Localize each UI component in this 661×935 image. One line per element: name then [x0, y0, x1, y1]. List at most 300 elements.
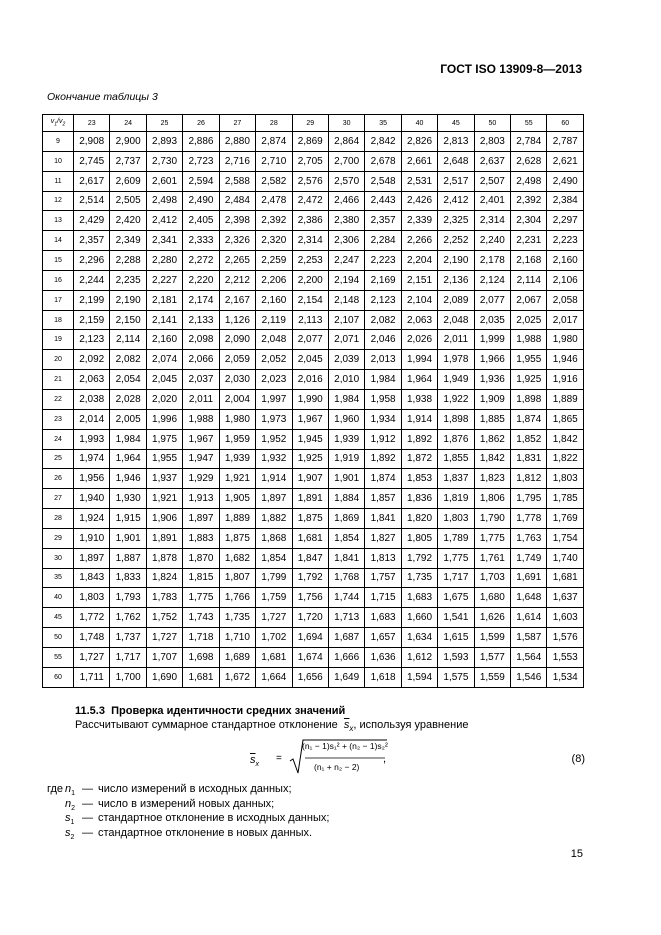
table-cell: 1,945: [292, 429, 328, 449]
table-cell: 2,601: [146, 171, 182, 191]
table-cell: 1,759: [256, 588, 292, 608]
table-cell: 2,017: [547, 310, 584, 330]
table-cell: 2,013: [365, 350, 401, 370]
table-cell: 2,576: [292, 171, 328, 191]
row-header-cell: 23: [43, 409, 74, 429]
table-cell: 2,038: [74, 389, 110, 409]
table-cell: 1,593: [438, 647, 474, 667]
table-cell: 1,681: [183, 667, 219, 687]
table-cell: 2,678: [365, 151, 401, 171]
table-row: [43, 389, 584, 409]
section-heading: 11.5.3 Проверка идентичности средних значений: [75, 705, 346, 717]
table-cell: 2,259: [256, 251, 292, 271]
table-cell: 1,878: [146, 548, 182, 568]
row-header-cell: 13: [43, 211, 74, 231]
table-cell: 2,386: [292, 211, 328, 231]
table-cell: 2,252: [438, 231, 474, 251]
table-cell: 2,124: [474, 270, 510, 290]
table-cell: 2,893: [146, 132, 182, 152]
table-cell: 2,178: [474, 251, 510, 271]
table-cell: 1,807: [219, 568, 255, 588]
table-cell: 1,618: [365, 667, 401, 687]
table-cell: 1,837: [438, 469, 474, 489]
table-cell: 2,240: [474, 231, 510, 251]
table-cell: 1,964: [110, 449, 146, 469]
table-cell: 2,011: [183, 389, 219, 409]
table-cell: 2,280: [146, 251, 182, 271]
table-cell: 2,014: [74, 409, 110, 429]
row-header-cell: 27: [43, 489, 74, 509]
table-cell: 2,016: [292, 370, 328, 390]
table-cell: 2,304: [511, 211, 547, 231]
table-cell: 2,227: [146, 270, 182, 290]
table-cell: 1,855: [438, 449, 474, 469]
table-cell: 1,803: [547, 469, 584, 489]
table-cell: 1,916: [547, 370, 584, 390]
table-cell: 1,687: [328, 628, 364, 648]
table-cell: 1,919: [328, 449, 364, 469]
table-cell: 1,594: [401, 667, 437, 687]
table-cell: 1,727: [74, 647, 110, 667]
table-cell: 1,577: [474, 647, 510, 667]
table-cell: 2,048: [438, 310, 474, 330]
table-cell: 1,812: [511, 469, 547, 489]
table-cell: 2,628: [511, 151, 547, 171]
table-cell: 1,967: [183, 429, 219, 449]
table-cell: 2,784: [511, 132, 547, 152]
table-cell: 1,710: [219, 628, 255, 648]
table-cell: 2,490: [183, 191, 219, 211]
table-cell: 2,498: [146, 191, 182, 211]
table-row: [43, 270, 584, 290]
table-cell: 1,534: [547, 667, 584, 687]
table-cell: 2,594: [183, 171, 219, 191]
table-cell: 2,588: [219, 171, 255, 191]
table-cell: 1,984: [365, 370, 401, 390]
section-intro-paragraph: Рассчитывают суммарное стандартное отклонение $\overline{s}_x$, используя уравнение: [75, 719, 469, 734]
table-cell: 1,720: [292, 608, 328, 628]
table-cell: 1,756: [292, 588, 328, 608]
table-cell: 1,775: [474, 528, 510, 548]
table-cell: 2,054: [110, 370, 146, 390]
table-cell: 2,803: [474, 132, 510, 152]
table-cell: 1,715: [365, 588, 401, 608]
table-cell: 2,443: [365, 191, 401, 211]
table-row: [43, 528, 584, 548]
table-cell: 1,914: [256, 469, 292, 489]
table-cell: 1,876: [438, 429, 474, 449]
table-cell: 2,472: [292, 191, 328, 211]
table-cell: 1,820: [401, 509, 437, 529]
table-cell: 2,478: [256, 191, 292, 211]
column-header-30: 30: [328, 115, 364, 132]
table-cell: 1,990: [292, 389, 328, 409]
table-cell: 2,200: [292, 270, 328, 290]
table-cell: 2,908: [74, 132, 110, 152]
table-row: [43, 171, 584, 191]
table-cell: 1,763: [511, 528, 547, 548]
table-cell: 1,626: [474, 608, 510, 628]
table-cell: 1,761: [474, 548, 510, 568]
table-cell: 1,775: [183, 588, 219, 608]
table-cell: 1,865: [547, 409, 584, 429]
table-cell: 1,126: [219, 310, 255, 330]
table-cell: 1,958: [365, 389, 401, 409]
table-cell: 1,975: [146, 429, 182, 449]
table-cell: 2,169: [365, 270, 401, 290]
column-header-60: 60: [547, 115, 584, 132]
table-cell: 1,841: [365, 509, 401, 529]
table-cell: 1,700: [110, 667, 146, 687]
table-cell: 1,694: [292, 628, 328, 648]
table-cell: 1,813: [365, 548, 401, 568]
table-cell: 2,405: [183, 211, 219, 231]
table-cell: 2,272: [183, 251, 219, 271]
table-cell: 2,133: [183, 310, 219, 330]
table-cell: 2,020: [146, 389, 182, 409]
table-cell: 2,098: [183, 330, 219, 350]
table-cell: 1,898: [511, 389, 547, 409]
table-cell: 1,854: [328, 528, 364, 548]
row-header-cell: 18: [43, 310, 74, 330]
table-cell: 1,754: [547, 528, 584, 548]
table-cell: 2,349: [110, 231, 146, 251]
table-cell: 2,266: [401, 231, 437, 251]
table-cell: 2,123: [74, 330, 110, 350]
table-row: [43, 548, 584, 568]
table-cell: 1,815: [183, 568, 219, 588]
table-cell: 1,735: [401, 568, 437, 588]
table-cell: 1,934: [365, 409, 401, 429]
row-header-cell: 60: [43, 667, 74, 687]
table-cell: 2,514: [74, 191, 110, 211]
equals-sign: =: [276, 753, 282, 764]
table-cell: 2,223: [547, 231, 584, 251]
equation-number: (8): [571, 753, 585, 765]
table-cell: 2,661: [401, 151, 437, 171]
table-cell: 1,727: [256, 608, 292, 628]
table-cell: 1,827: [365, 528, 401, 548]
table-cell: 1,768: [328, 568, 364, 588]
table-cell: 2,609: [110, 171, 146, 191]
table-cell: 1,553: [547, 647, 584, 667]
table-cell: 1,967: [292, 409, 328, 429]
column-header-45: 45: [438, 115, 474, 132]
table-row: [43, 132, 584, 152]
table-cell: 1,993: [74, 429, 110, 449]
table-cell: 2,035: [474, 310, 510, 330]
table-cell: 1,683: [401, 588, 437, 608]
table-cell: 2,059: [219, 350, 255, 370]
table-cell: 2,716: [219, 151, 255, 171]
table-cell: 1,766: [219, 588, 255, 608]
table-cell: 2,326: [219, 231, 255, 251]
table-cell: 2,168: [511, 251, 547, 271]
column-header-28: 28: [256, 115, 292, 132]
table-cell: 1,897: [183, 509, 219, 529]
table-cell: 1,680: [474, 588, 510, 608]
table-cell: 1,672: [219, 667, 255, 687]
table-cell: 1,681: [547, 568, 584, 588]
where-label: где: [47, 783, 64, 795]
table-cell: 1,960: [328, 409, 364, 429]
table-cell: 1,783: [146, 588, 182, 608]
table-row: [43, 350, 584, 370]
table-cell: 1,882: [256, 509, 292, 529]
table-cell: 2,223: [365, 251, 401, 271]
table-cell: 2,220: [183, 270, 219, 290]
table-cell: 1,691: [511, 568, 547, 588]
table-cell: 1,906: [146, 509, 182, 529]
table-cell: 2,113: [292, 310, 328, 330]
table-cell: 2,181: [146, 290, 182, 310]
table-cell: 2,092: [74, 350, 110, 370]
table-cell: 2,045: [146, 370, 182, 390]
row-header-cell: 45: [43, 608, 74, 628]
page-number: 15: [570, 848, 583, 860]
table-cell: 2,392: [511, 191, 547, 211]
table-cell: 1,988: [511, 330, 547, 350]
table-cell: 1,823: [474, 469, 510, 489]
table-cell: 1,946: [110, 469, 146, 489]
table-cell: 1,984: [110, 429, 146, 449]
table-cell: 2,284: [365, 231, 401, 251]
table-cell: 2,212: [219, 270, 255, 290]
table-cell: 1,925: [292, 449, 328, 469]
table-cell: 2,154: [292, 290, 328, 310]
table-cell: 1,939: [219, 449, 255, 469]
table-cell: 2,314: [474, 211, 510, 231]
table-cell: 2,505: [110, 191, 146, 211]
table-cell: 1,891: [292, 489, 328, 509]
table-cell: 1,833: [110, 568, 146, 588]
table-header-row: [43, 115, 584, 132]
table-cell: 1,901: [110, 528, 146, 548]
row-header-cell: 20: [43, 350, 74, 370]
table-cell: 1,853: [401, 469, 437, 489]
table-cell: 1,575: [438, 667, 474, 687]
table-cell: 1,664: [256, 667, 292, 687]
table-cell: 1,988: [183, 409, 219, 429]
table-cell: 2,621: [547, 151, 584, 171]
table-cell: 2,190: [110, 290, 146, 310]
column-header-55: 55: [511, 115, 547, 132]
row-header-cell: 12: [43, 191, 74, 211]
table-cell: 1,946: [547, 350, 584, 370]
table-cell: 2,813: [438, 132, 474, 152]
table-cell: 2,531: [401, 171, 437, 191]
table-row: [43, 231, 584, 251]
table-cell: 2,030: [219, 370, 255, 390]
table-cell: 2,570: [328, 171, 364, 191]
table-cell: 2,010: [328, 370, 364, 390]
table-cell: 2,206: [256, 270, 292, 290]
table-cell: 1,984: [328, 389, 364, 409]
table-cell: 2,723: [183, 151, 219, 171]
table-cell: 2,700: [328, 151, 364, 171]
table-cell: 2,123: [365, 290, 401, 310]
table-cell: 2,320: [256, 231, 292, 251]
table-cell: 2,048: [256, 330, 292, 350]
table-cell: 1,744: [328, 588, 364, 608]
table-cell: 1,909: [474, 389, 510, 409]
row-header-cell: 11: [43, 171, 74, 191]
table-cell: 1,541: [438, 608, 474, 628]
table-cell: 1,884: [328, 489, 364, 509]
table-cell: 2,247: [328, 251, 364, 271]
table-cell: 2,011: [438, 330, 474, 350]
column-header-25: 25: [146, 115, 182, 132]
table-cell: 1,929: [183, 469, 219, 489]
table-cell: 1,930: [110, 489, 146, 509]
table-cell: 1,737: [110, 628, 146, 648]
table-cell: 1,956: [74, 469, 110, 489]
table-cell: 1,803: [74, 588, 110, 608]
table-cell: 2,235: [110, 270, 146, 290]
table-cell: 1,922: [438, 389, 474, 409]
table-cell: 2,104: [401, 290, 437, 310]
table-cell: 2,864: [328, 132, 364, 152]
table-cell: 2,420: [110, 211, 146, 231]
table-row: [43, 489, 584, 509]
column-header-40: 40: [401, 115, 437, 132]
table-cell: 2,842: [365, 132, 401, 152]
table-cell: 1,775: [438, 548, 474, 568]
table-cell: 2,333: [183, 231, 219, 251]
table-cell: 1,819: [438, 489, 474, 509]
row-header-cell: 55: [43, 647, 74, 667]
table-cell: 1,870: [183, 548, 219, 568]
table-cell: 1,674: [292, 647, 328, 667]
table-cell: 1,892: [365, 449, 401, 469]
table-cell: 1,883: [183, 528, 219, 548]
table-row: [43, 588, 584, 608]
table-cell: 2,265: [219, 251, 255, 271]
row-header-cell: 17: [43, 290, 74, 310]
table-row: [43, 330, 584, 350]
table-cell: 2,106: [547, 270, 584, 290]
table-cell: 2,412: [146, 211, 182, 231]
table-cell: 1,978: [438, 350, 474, 370]
table-cell: 1,875: [292, 509, 328, 529]
table-cell: 2,548: [365, 171, 401, 191]
table-cell: 1,910: [74, 528, 110, 548]
table-cell: 2,190: [438, 251, 474, 271]
table-cell: 1,769: [547, 509, 584, 529]
column-header-23: 23: [74, 115, 110, 132]
table-row: [43, 469, 584, 489]
table-caption: Окончание таблицы 3: [47, 91, 158, 103]
critical-values-table: [42, 114, 584, 688]
table-cell: 2,151: [401, 270, 437, 290]
column-header-27: 27: [219, 115, 255, 132]
table-cell: 1,615: [438, 628, 474, 648]
table-cell: 1,974: [74, 449, 110, 469]
row-header-cell: 15: [43, 251, 74, 271]
table-cell: 1,913: [183, 489, 219, 509]
table-cell: 1,649: [328, 667, 364, 687]
table-cell: 2,341: [146, 231, 182, 251]
table-cell: 2,826: [401, 132, 437, 152]
table-row: [43, 151, 584, 171]
table-cell: 1,707: [146, 647, 182, 667]
fraction-denominator: (n₁ + n₂ − 2): [314, 762, 360, 772]
table-cell: 2,159: [74, 310, 110, 330]
table-cell: 1,634: [401, 628, 437, 648]
table-cell: 2,063: [74, 370, 110, 390]
table-cell: 1,947: [183, 449, 219, 469]
table-cell: 2,429: [74, 211, 110, 231]
table-cell: 1,843: [74, 568, 110, 588]
table-cell: 1,925: [511, 370, 547, 390]
table-cell: 1,689: [219, 647, 255, 667]
table-row: [43, 509, 584, 529]
table-cell: 1,698: [183, 647, 219, 667]
table-cell: 2,045: [292, 350, 328, 370]
table-cell: 2,874: [256, 132, 292, 152]
table-cell: 1,964: [401, 370, 437, 390]
table-row: [43, 191, 584, 211]
table-cell: 2,082: [365, 310, 401, 330]
table-cell: 1,656: [292, 667, 328, 687]
table-cell: 2,339: [401, 211, 437, 231]
column-header-50: 50: [474, 115, 510, 132]
table-cell: 2,484: [219, 191, 255, 211]
table-cell: 1,803: [438, 509, 474, 529]
row-header-cell: 35: [43, 568, 74, 588]
table-cell: 2,705: [292, 151, 328, 171]
table-cell: 2,517: [438, 171, 474, 191]
table-cell: 1,752: [146, 608, 182, 628]
table-cell: 1,690: [146, 667, 182, 687]
table-cell: 1,862: [474, 429, 510, 449]
table-cell: 1,874: [365, 469, 401, 489]
table-cell: 2,174: [183, 290, 219, 310]
table-cell: 1,936: [474, 370, 510, 390]
row-header-cell: 24: [43, 429, 74, 449]
row-header-cell: 25: [43, 449, 74, 469]
table-cell: 1,889: [547, 389, 584, 409]
column-header-29: 29: [292, 115, 328, 132]
table-cell: 1,955: [146, 449, 182, 469]
table-cell: 1,885: [474, 409, 510, 429]
table-cell: 1,576: [547, 628, 584, 648]
row-header-cell: 21: [43, 370, 74, 390]
table-cell: 2,710: [256, 151, 292, 171]
table-cell: 2,401: [474, 191, 510, 211]
table-cell: 1,842: [474, 449, 510, 469]
row-header-cell: 29: [43, 528, 74, 548]
table-row: [43, 290, 584, 310]
document-header: ГОСТ ISO 13909-8—2013: [440, 62, 582, 76]
row-header-cell: 14: [43, 231, 74, 251]
table-cell: 1,711: [74, 667, 110, 687]
table-cell: 1,999: [474, 330, 510, 350]
table-cell: 1,682: [219, 548, 255, 568]
table-cell: 1,897: [256, 489, 292, 509]
table-cell: 2,426: [401, 191, 437, 211]
definition-item: $s_1$ — стандартное отклонение в исходных данных;: [65, 812, 330, 827]
table-cell: 1,889: [219, 509, 255, 529]
table-cell: 1,785: [547, 489, 584, 509]
table-cell: 1,966: [474, 350, 510, 370]
fraction-numerator: (n₁ − 1)s₁² + (n₂ − 1)s₂²: [302, 741, 388, 751]
table-cell: 1,587: [511, 628, 547, 648]
table-cell: 2,490: [547, 171, 584, 191]
table-cell: 2,160: [547, 251, 584, 271]
table-cell: 1,657: [365, 628, 401, 648]
table-cell: 1,836: [401, 489, 437, 509]
